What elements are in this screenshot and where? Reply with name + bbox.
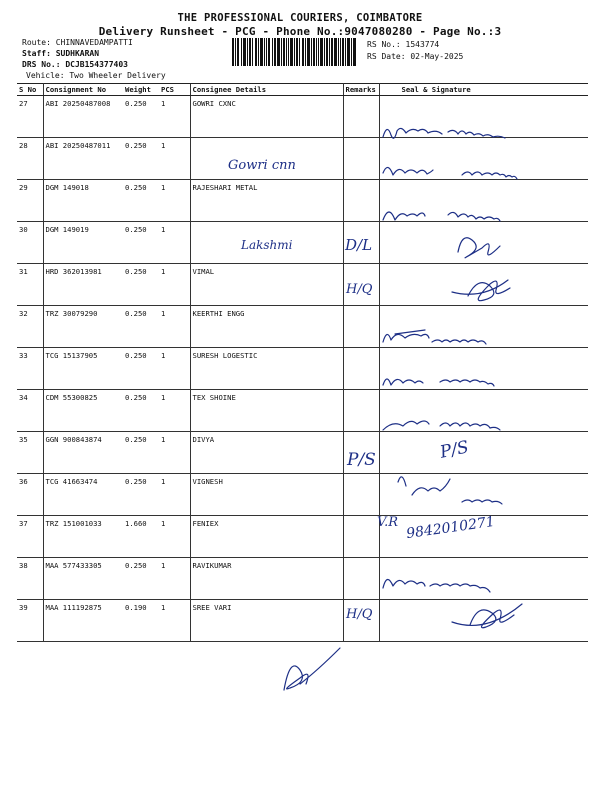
- table-row: [17, 516, 588, 558]
- cell-consignment-no: DGM 149018: [43, 180, 123, 222]
- cell-weight: 1.660: [123, 516, 159, 558]
- cell-sno: 32: [17, 306, 43, 348]
- cell-pcs: 1: [159, 390, 190, 432]
- table-row: [17, 138, 588, 180]
- table-row: [17, 180, 588, 222]
- table-row: [17, 474, 588, 516]
- col-pcs: PCS: [159, 84, 190, 96]
- cell-consignee: FENIEX: [190, 516, 343, 558]
- cell-seal-signature: [379, 600, 588, 642]
- cell-consignment-no: GGN 900843874: [43, 432, 123, 474]
- rs-number: RS No.: 1543774: [367, 40, 440, 49]
- cell-weight: 0.250: [123, 96, 159, 138]
- barcode-image: [232, 38, 356, 66]
- handwritten-remark-hq-31: H/Q: [346, 282, 373, 297]
- cell-consignment-no: MAA 111192875: [43, 600, 123, 642]
- cell-weight: 0.250: [123, 222, 159, 264]
- table-header-row: [17, 84, 588, 96]
- bottom-signature: [284, 648, 340, 690]
- cell-pcs: 1: [159, 600, 190, 642]
- cell-sno: 35: [17, 432, 43, 474]
- cell-sno: 31: [17, 264, 43, 306]
- cell-seal-signature: [379, 180, 588, 222]
- cell-seal-signature: [379, 558, 588, 600]
- handwritten-remark-ps: P/S: [347, 450, 376, 470]
- handwritten-receiver-gowri: Gowri cnn: [228, 158, 296, 173]
- cell-weight: 0.250: [123, 432, 159, 474]
- table-row: [17, 348, 588, 390]
- table-row: [17, 558, 588, 600]
- table-row: [17, 600, 588, 642]
- handwritten-initials: V.R: [377, 515, 399, 530]
- table-row: [17, 432, 588, 474]
- cell-seal-signature: [379, 348, 588, 390]
- table-row: [17, 222, 588, 264]
- cell-sno: 33: [17, 348, 43, 390]
- cell-seal-signature: [379, 222, 588, 264]
- cell-seal-signature: [379, 306, 588, 348]
- company-title: THE PROFESSIONAL COURIERS, COIMBATORE: [177, 12, 423, 24]
- cell-sno: 37: [17, 516, 43, 558]
- handwritten-phone-number: 9842010271: [405, 513, 496, 543]
- table-row: [17, 306, 588, 348]
- cell-consignment-no: TCG 41663474: [43, 474, 123, 516]
- handwritten-remark-hq-39: H/Q: [346, 607, 373, 622]
- cell-weight: 0.250: [123, 474, 159, 516]
- cell-remarks: [343, 138, 379, 180]
- table-row: [17, 96, 588, 138]
- cell-sno: 39: [17, 600, 43, 642]
- cell-sno: 34: [17, 390, 43, 432]
- runsheet-subtitle: Delivery Runsheet - PCG - Phone No.:9047080280 - Page No.:3: [98, 25, 502, 38]
- cell-consignee: KEERTHI ENGG: [190, 306, 343, 348]
- vehicle-label: Vehicle: Two Wheeler Delivery: [26, 71, 166, 80]
- handwritten-remark-dl: D/L: [345, 236, 373, 254]
- rs-date: RS Date: 02-May-2025: [367, 52, 464, 61]
- cell-weight: 0.190: [123, 600, 159, 642]
- cell-pcs: 1: [159, 138, 190, 180]
- staff-label: Staff: SUDHKARAN: [22, 49, 100, 58]
- runsheet-table: [17, 83, 588, 642]
- cell-sno: 30: [17, 222, 43, 264]
- handwritten-receiver-lakshmi: Lakshmi: [241, 238, 293, 252]
- col-consignment-no: Consignment No: [43, 84, 123, 96]
- handwritten-stamp-ps: P/S: [438, 437, 471, 463]
- cell-consignment-no: ABI 20250487011: [43, 138, 123, 180]
- cell-remarks: [343, 558, 379, 600]
- drs-number: DRS No.: DCJB154377403: [22, 60, 128, 69]
- cell-consignment-no: TCG 15137905: [43, 348, 123, 390]
- cell-consignee: SURESH LOGESTIC: [190, 348, 343, 390]
- route-label: Route: CHINNAVEDAMPATTI: [22, 38, 133, 47]
- cell-weight: 0.250: [123, 138, 159, 180]
- cell-consignment-no: ABI 20250487008: [43, 96, 123, 138]
- cell-sno: 27: [17, 96, 43, 138]
- cell-seal-signature: [379, 474, 588, 516]
- cell-consignee: GOWRI CXNC: [190, 96, 343, 138]
- cell-sno: 28: [17, 138, 43, 180]
- cell-consignment-no: MAA 577433305: [43, 558, 123, 600]
- cell-consignment-no: TRZ 151001033: [43, 516, 123, 558]
- cell-sno: 36: [17, 474, 43, 516]
- cell-consignee: SREE VARI: [190, 600, 343, 642]
- cell-remarks: [343, 180, 379, 222]
- col-consignee: Consignee Details: [190, 84, 343, 96]
- cell-consignee: DIVYA: [190, 432, 343, 474]
- cell-weight: 0.250: [123, 180, 159, 222]
- cell-weight: 0.250: [123, 306, 159, 348]
- cell-consignee: RAVIKUMAR: [190, 558, 343, 600]
- cell-remarks: [343, 96, 379, 138]
- col-remarks: Remarks: [343, 84, 379, 96]
- cell-consignee: RAJESHARI METAL: [190, 180, 343, 222]
- cell-pcs: 1: [159, 432, 190, 474]
- cell-sno: 38: [17, 558, 43, 600]
- col-sno: S No: [17, 84, 43, 96]
- table-row: [17, 390, 588, 432]
- col-seal-signature: Seal & Signature: [379, 84, 588, 96]
- cell-weight: 0.250: [123, 264, 159, 306]
- cell-seal-signature: [379, 390, 588, 432]
- cell-sno: 29: [17, 180, 43, 222]
- cell-weight: 0.250: [123, 558, 159, 600]
- cell-weight: 0.250: [123, 348, 159, 390]
- cell-seal-signature: [379, 432, 588, 474]
- cell-consignment-no: DGM 149019: [43, 222, 123, 264]
- cell-consignment-no: TRZ 30079290: [43, 306, 123, 348]
- cell-remarks: [343, 306, 379, 348]
- cell-consignment-no: CDM 55300825: [43, 390, 123, 432]
- cell-pcs: 1: [159, 348, 190, 390]
- cell-weight: 0.250: [123, 390, 159, 432]
- cell-pcs: 1: [159, 180, 190, 222]
- cell-pcs: 1: [159, 96, 190, 138]
- cell-pcs: 1: [159, 474, 190, 516]
- col-weight: Weight: [123, 84, 159, 96]
- cell-consignee: VIMAL: [190, 264, 343, 306]
- cell-consignee: VIGNESH: [190, 474, 343, 516]
- cell-remarks: [343, 516, 379, 558]
- cell-remarks: [343, 474, 379, 516]
- cell-consignment-no: HRD 362013981: [43, 264, 123, 306]
- cell-remarks: [343, 348, 379, 390]
- cell-pcs: 1: [159, 516, 190, 558]
- cell-consignee: TEX SHOINE: [190, 390, 343, 432]
- cell-pcs: 1: [159, 264, 190, 306]
- table-row: [17, 264, 588, 306]
- cell-pcs: 1: [159, 558, 190, 600]
- cell-seal-signature: [379, 264, 588, 306]
- cell-seal-signature: [379, 138, 588, 180]
- cell-seal-signature: [379, 96, 588, 138]
- cell-pcs: 1: [159, 306, 190, 348]
- cell-pcs: 1: [159, 222, 190, 264]
- cell-remarks: [343, 390, 379, 432]
